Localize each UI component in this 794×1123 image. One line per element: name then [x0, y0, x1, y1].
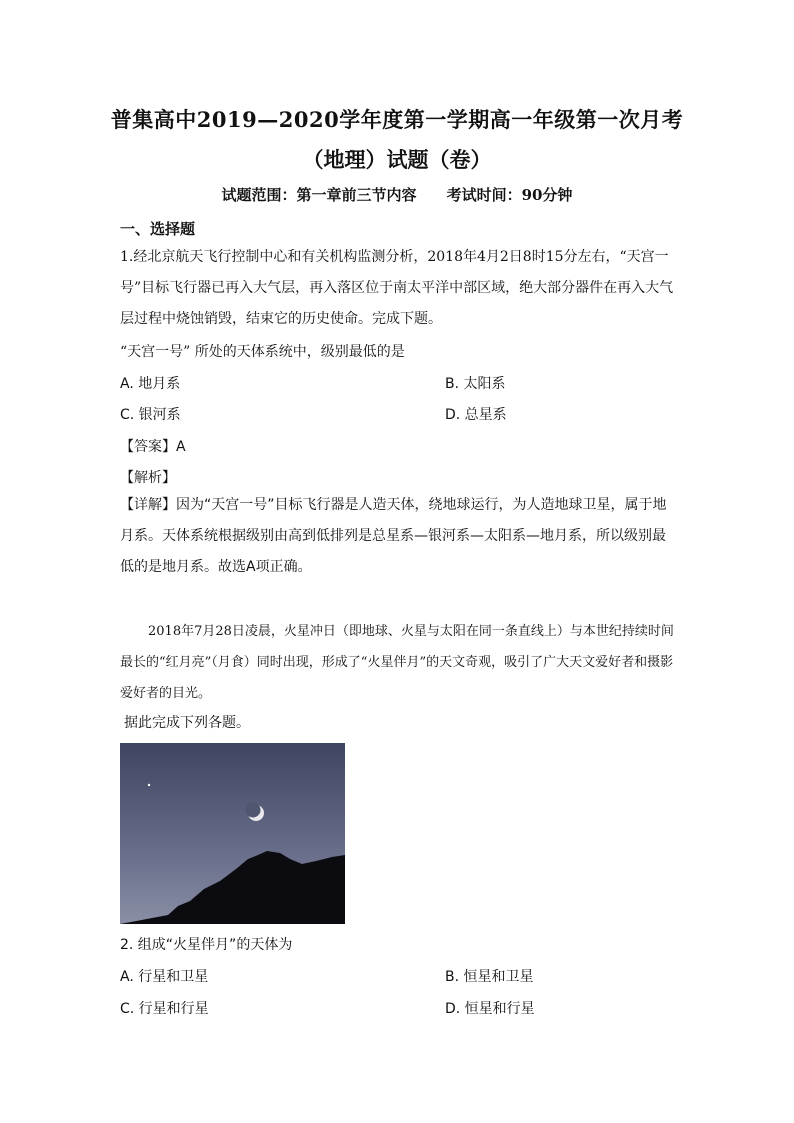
q1-option-c: C. 银河系: [120, 407, 181, 423]
exam-time: 考试时间：90分钟: [446, 186, 573, 204]
q1-detail-text: 因为“天宫一号”目标飞行器是人造天体，绕地球运行，为人造地球卫星，属于地月系。天体系统根据级别由高到低排列是总星系—银河系—太阳系—地月系，所以级别最低的是地月系。故选A项正确。: [120, 497, 667, 575]
mars-moon-photo: [120, 743, 345, 924]
q1-option-b: B. 太阳系: [445, 376, 506, 392]
q1-detail-label: 【详解】: [120, 497, 176, 513]
page-title: 普集高中2019—2020学年度第一学期高一年级第一次月考: [110, 107, 684, 132]
q2-option-c: C. 行星和行星: [120, 1001, 209, 1017]
exam-scope: 试题范围：第一章前三节内容: [221, 186, 417, 204]
question-2-stem: 2. 组成“火星伴月”的天体为: [120, 937, 293, 953]
q1-option-d: D. 总星系: [445, 407, 507, 423]
q1-detail: [120, 490, 676, 583]
reading-passage: 2018年7月28日凌晨，火星冲日（即地球、火星与太阳在同一条直线上）与本世纪持续时间最长的“红月亮”（月食）同时出现，形成了“火星伴月”的天文奇观，吸引了广大天文爱好者和摄影爱好者的目光。: [120, 624, 674, 701]
question-1-stem: 1.经北京航天飞行控制中心和有关机构监测分析，2018年4月2日8时15分左右，“天宫一号”目标飞行器已再入大气层，再入落区位于南太平洋中部区域，绝大部分器件在再入大气层过程中烧蚀销毁，结束它的历史使命。完成下题。: [120, 249, 674, 327]
question-1-sub: “天宫一号” 所处的天体系统中，级别最低的是: [120, 344, 405, 360]
q1-option-a: A. 地月系: [120, 376, 181, 392]
q2-option-a: A. 行星和卫星: [120, 969, 209, 985]
q2-option-b: B. 恒星和卫星: [445, 969, 534, 985]
mars-star-dot: [148, 784, 150, 786]
q1-analysis-label: 【解析】: [120, 470, 176, 486]
q1-answer: 【答案】A: [120, 439, 186, 455]
page-subtitle: （地理）试题（卷）: [302, 147, 492, 172]
section-heading: 一、选择题: [120, 220, 196, 238]
passage-instruction: 据此完成下列各题。: [124, 715, 250, 731]
exam-info: [0, 184, 794, 205]
q2-option-d: D. 恒星和行星: [445, 1001, 535, 1017]
